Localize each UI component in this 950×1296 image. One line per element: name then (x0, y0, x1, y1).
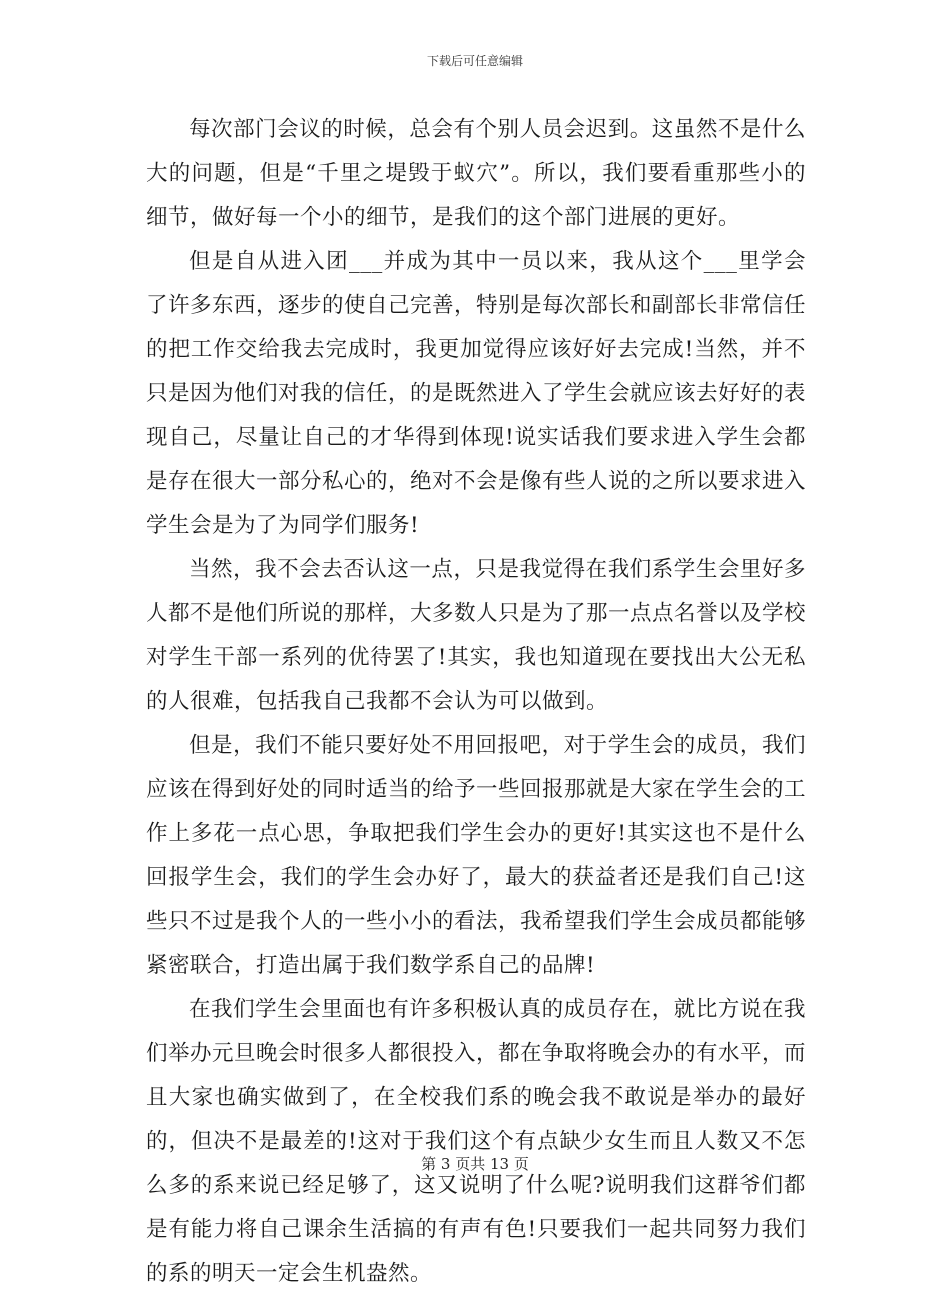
paragraph: 在我们学生会里面也有许多积极认真的成员存在，就比方说在我们举办元旦晚会时很多人都很投入，都在争取将晚会办的有水平，而且大家也确实做到了，在全校我们系的晚会我不敢说是举办的最好的，但决不是最差的!这对于我们这个有点缺少女生而且人数又不怎么多的系来说已经足够了，这又说明了什么呢?说明我们这群爷们都是有能力将自己课余生活搞的有声有色!只要我们一起共同努力我们的系的明天一定会生机盎然。 (146, 997, 807, 1286)
paragraph: 但是自从进入团___并成为其中一员以来，我从这个___里学会了许多东西，逐步的使自己完善，特别是每次部长和副部长非常信任的把工作交给我去完成时，我更加觉得应该好好去完成!当然，并不只是因为他们对我的信任，的是既然进入了学生会就应该去好好的表现自己，尽量让自己的才华得到体现!说实话我们要求进入学生会都是存在很大一部分私心的，绝对不会是像有些人说的之所以要求进入学生会是为了为同学们服务! (146, 249, 807, 538)
page-header: 下载后可任意编辑 (426, 54, 523, 68)
page-number: 第 3 页共 13 页 (421, 1155, 529, 1173)
paragraph: 但是，我们不能只要好处不用回报吧，对于学生会的成员，我们应该在得到好处的同时适当的给予一些回报那就是大家在学生会的工作上多花一点心思，争取把我们学生会办的更好!其实这也不是什么回报学生会，我们的学生会办好了，最大的获益者还是我们自己!这些只不过是我个人的一些小小的看法，我希望我们学生会成员都能够紧密联合，打造出属于我们数学系自己的品牌! (146, 733, 807, 978)
document-body (146, 108, 806, 1296)
paragraph: 当然，我不会去否认这一点，只是我觉得在我们系学生会里好多人都不是他们所说的那样，大多数人只是为了那一点点名誉以及学校对学生干部一系列的优待罢了!其实，我也知道现在要找出大公无私的人很难，包括我自己我都不会认为可以做到。 (146, 557, 807, 714)
paragraph: 每次部门会议的时候，总会有个别人员会迟到。这虽然不是什么大的问题，但是“千里之堤毁于蚁穴”。所以，我们要看重那些小的细节，做好每一个小的细节，是我们的这个部门进展的更好。 (146, 117, 806, 230)
